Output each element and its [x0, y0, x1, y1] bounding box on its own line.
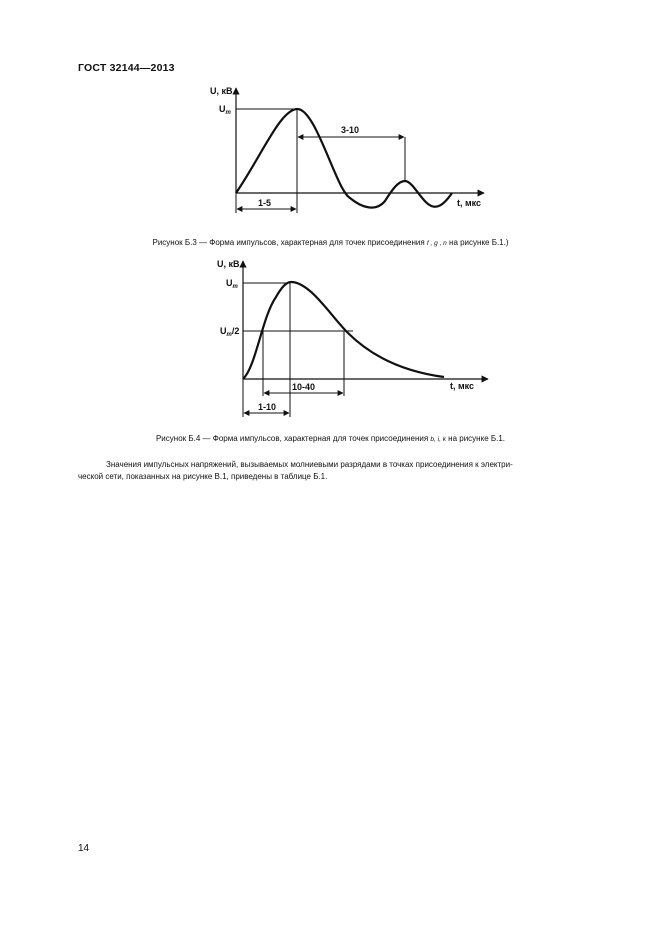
- y-axis-label: U, кВ: [217, 259, 240, 269]
- x-axis-label: t, мкс: [450, 381, 475, 391]
- page-number: 14: [78, 843, 90, 854]
- figure-b3-graph: [0, 80, 661, 230]
- rise-label: 1-10: [258, 402, 277, 412]
- peak-label: $U_m$: [219, 104, 231, 116]
- half-peak-label: $U_m/2$: [220, 326, 240, 338]
- figure-b4-graph: [0, 255, 661, 425]
- x-axis-label: t, мкс: [457, 198, 482, 208]
- figure-b3-caption: Рисунок Б.3 — Форма импульсов, характерная для точек присоединения f , g , n на рисунке Б.1.): [152, 238, 509, 247]
- y-axis-label: U, кВ: [210, 86, 233, 96]
- body-paragraph: [78, 459, 586, 483]
- decay-label: 10-40: [292, 382, 316, 392]
- figure-b4: [0, 255, 661, 430]
- period-label: 3-10: [341, 125, 360, 135]
- body-line-1: Значения импульсных напряжений, вызываемых молниевыми разрядами в точках присоединения к электри-: [106, 460, 513, 469]
- figure-b4-caption: Рисунок Б.4 — Форма импульсов, характерная для точек присоединения b, i, k на рисунке Б.1.: [155, 434, 506, 443]
- figure-b3: [0, 80, 661, 235]
- document-header: ГОСТ 32144—2013: [78, 62, 175, 74]
- rise-label: 1-5: [258, 198, 272, 208]
- body-line-2: ческой сети, показанных на рисунке В.1, приведены в таблице Б.1.: [78, 472, 328, 481]
- peak-label: $U_m$: [226, 278, 238, 290]
